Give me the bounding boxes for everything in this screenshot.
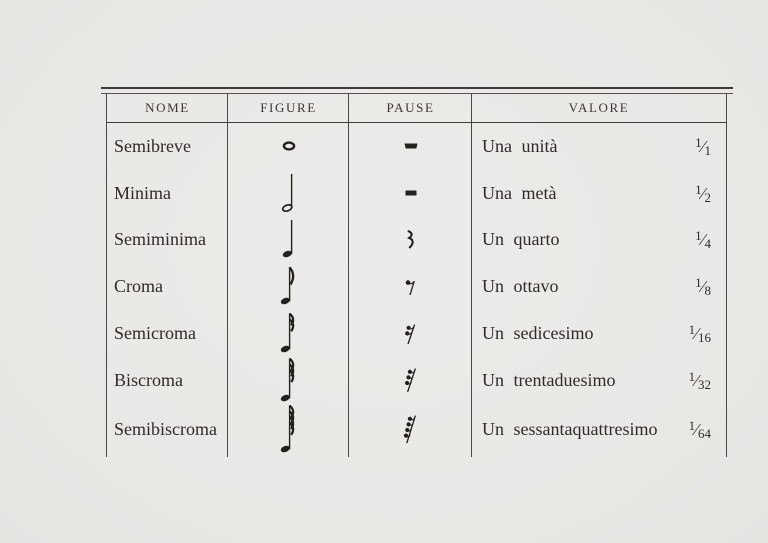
note-name: Semicroma bbox=[114, 323, 196, 344]
whole-note-icon bbox=[228, 141, 349, 151]
note-name: Croma bbox=[114, 276, 163, 297]
table-row bbox=[107, 263, 726, 310]
fraction: 1 ⁄ 1 bbox=[695, 134, 711, 158]
table-row bbox=[107, 310, 726, 357]
value-cell bbox=[472, 229, 726, 250]
value-label: Una metà bbox=[482, 182, 557, 203]
thirty-second-note-icon bbox=[228, 357, 349, 404]
fraction-slash: ⁄ bbox=[695, 370, 698, 390]
fraction-slash: ⁄ bbox=[695, 324, 698, 344]
table-row bbox=[107, 404, 726, 451]
table-body bbox=[107, 123, 726, 451]
note-name: Biscroma bbox=[114, 369, 183, 390]
note-name: Minima bbox=[114, 182, 171, 203]
table-row bbox=[107, 217, 726, 264]
eighth-note-icon bbox=[228, 266, 349, 307]
value-cell bbox=[472, 370, 726, 391]
fraction-slash: ⁄ bbox=[701, 136, 705, 156]
value-label: Una unità bbox=[482, 135, 558, 156]
half-rest-icon bbox=[349, 190, 472, 196]
value-cell bbox=[472, 276, 726, 297]
value-label: Un trentaduesimo bbox=[482, 369, 616, 390]
sixteenth-rest-icon bbox=[349, 323, 472, 345]
whole-rest-icon bbox=[349, 143, 472, 149]
table-header-row bbox=[107, 93, 726, 123]
value-label: Un ottavo bbox=[482, 276, 559, 297]
value-label: Un sedicesimo bbox=[482, 323, 594, 344]
note-values-table bbox=[106, 93, 727, 457]
eighth-rest-icon bbox=[349, 278, 472, 296]
note-name: Semibiscroma bbox=[114, 418, 217, 439]
sixteenth-note-icon bbox=[228, 312, 349, 355]
header-figure: FIGURE bbox=[260, 99, 317, 115]
fraction-slash: ⁄ bbox=[695, 419, 698, 439]
value-cell bbox=[472, 183, 726, 204]
fraction: 1 ⁄ 2 bbox=[695, 181, 711, 205]
table-row bbox=[107, 123, 726, 170]
fraction: 1 ⁄ 8 bbox=[695, 275, 711, 299]
table-row bbox=[107, 170, 726, 217]
table-row bbox=[107, 357, 726, 404]
thirty-second-rest-icon bbox=[349, 367, 472, 393]
note-name: Semibreve bbox=[114, 135, 191, 156]
sixty-fourth-rest-icon bbox=[349, 414, 472, 444]
value-cell bbox=[472, 323, 726, 344]
fraction: 1 ⁄ 16 bbox=[688, 322, 711, 346]
header-nome: NOME bbox=[145, 99, 190, 115]
value-label: Un sessantaquattresimo bbox=[482, 418, 658, 439]
fraction: 1 ⁄ 64 bbox=[688, 417, 711, 441]
header-valore: VALORE bbox=[568, 99, 630, 115]
fraction-slash: ⁄ bbox=[701, 230, 705, 250]
fraction: 1 ⁄ 4 bbox=[695, 228, 711, 252]
fraction-slash: ⁄ bbox=[701, 183, 705, 203]
sixty-fourth-note-icon bbox=[228, 404, 349, 455]
value-label: Un quarto bbox=[482, 229, 560, 250]
note-name: Semiminima bbox=[114, 229, 206, 250]
quarter-note-icon bbox=[228, 219, 349, 260]
header-pause: PAUSE bbox=[386, 99, 435, 115]
half-note-icon bbox=[228, 173, 349, 214]
value-cell bbox=[472, 419, 726, 440]
quarter-rest-icon bbox=[349, 230, 472, 249]
fraction: 1 ⁄ 32 bbox=[688, 368, 711, 392]
value-cell bbox=[472, 136, 726, 157]
fraction-slash: ⁄ bbox=[701, 277, 705, 297]
